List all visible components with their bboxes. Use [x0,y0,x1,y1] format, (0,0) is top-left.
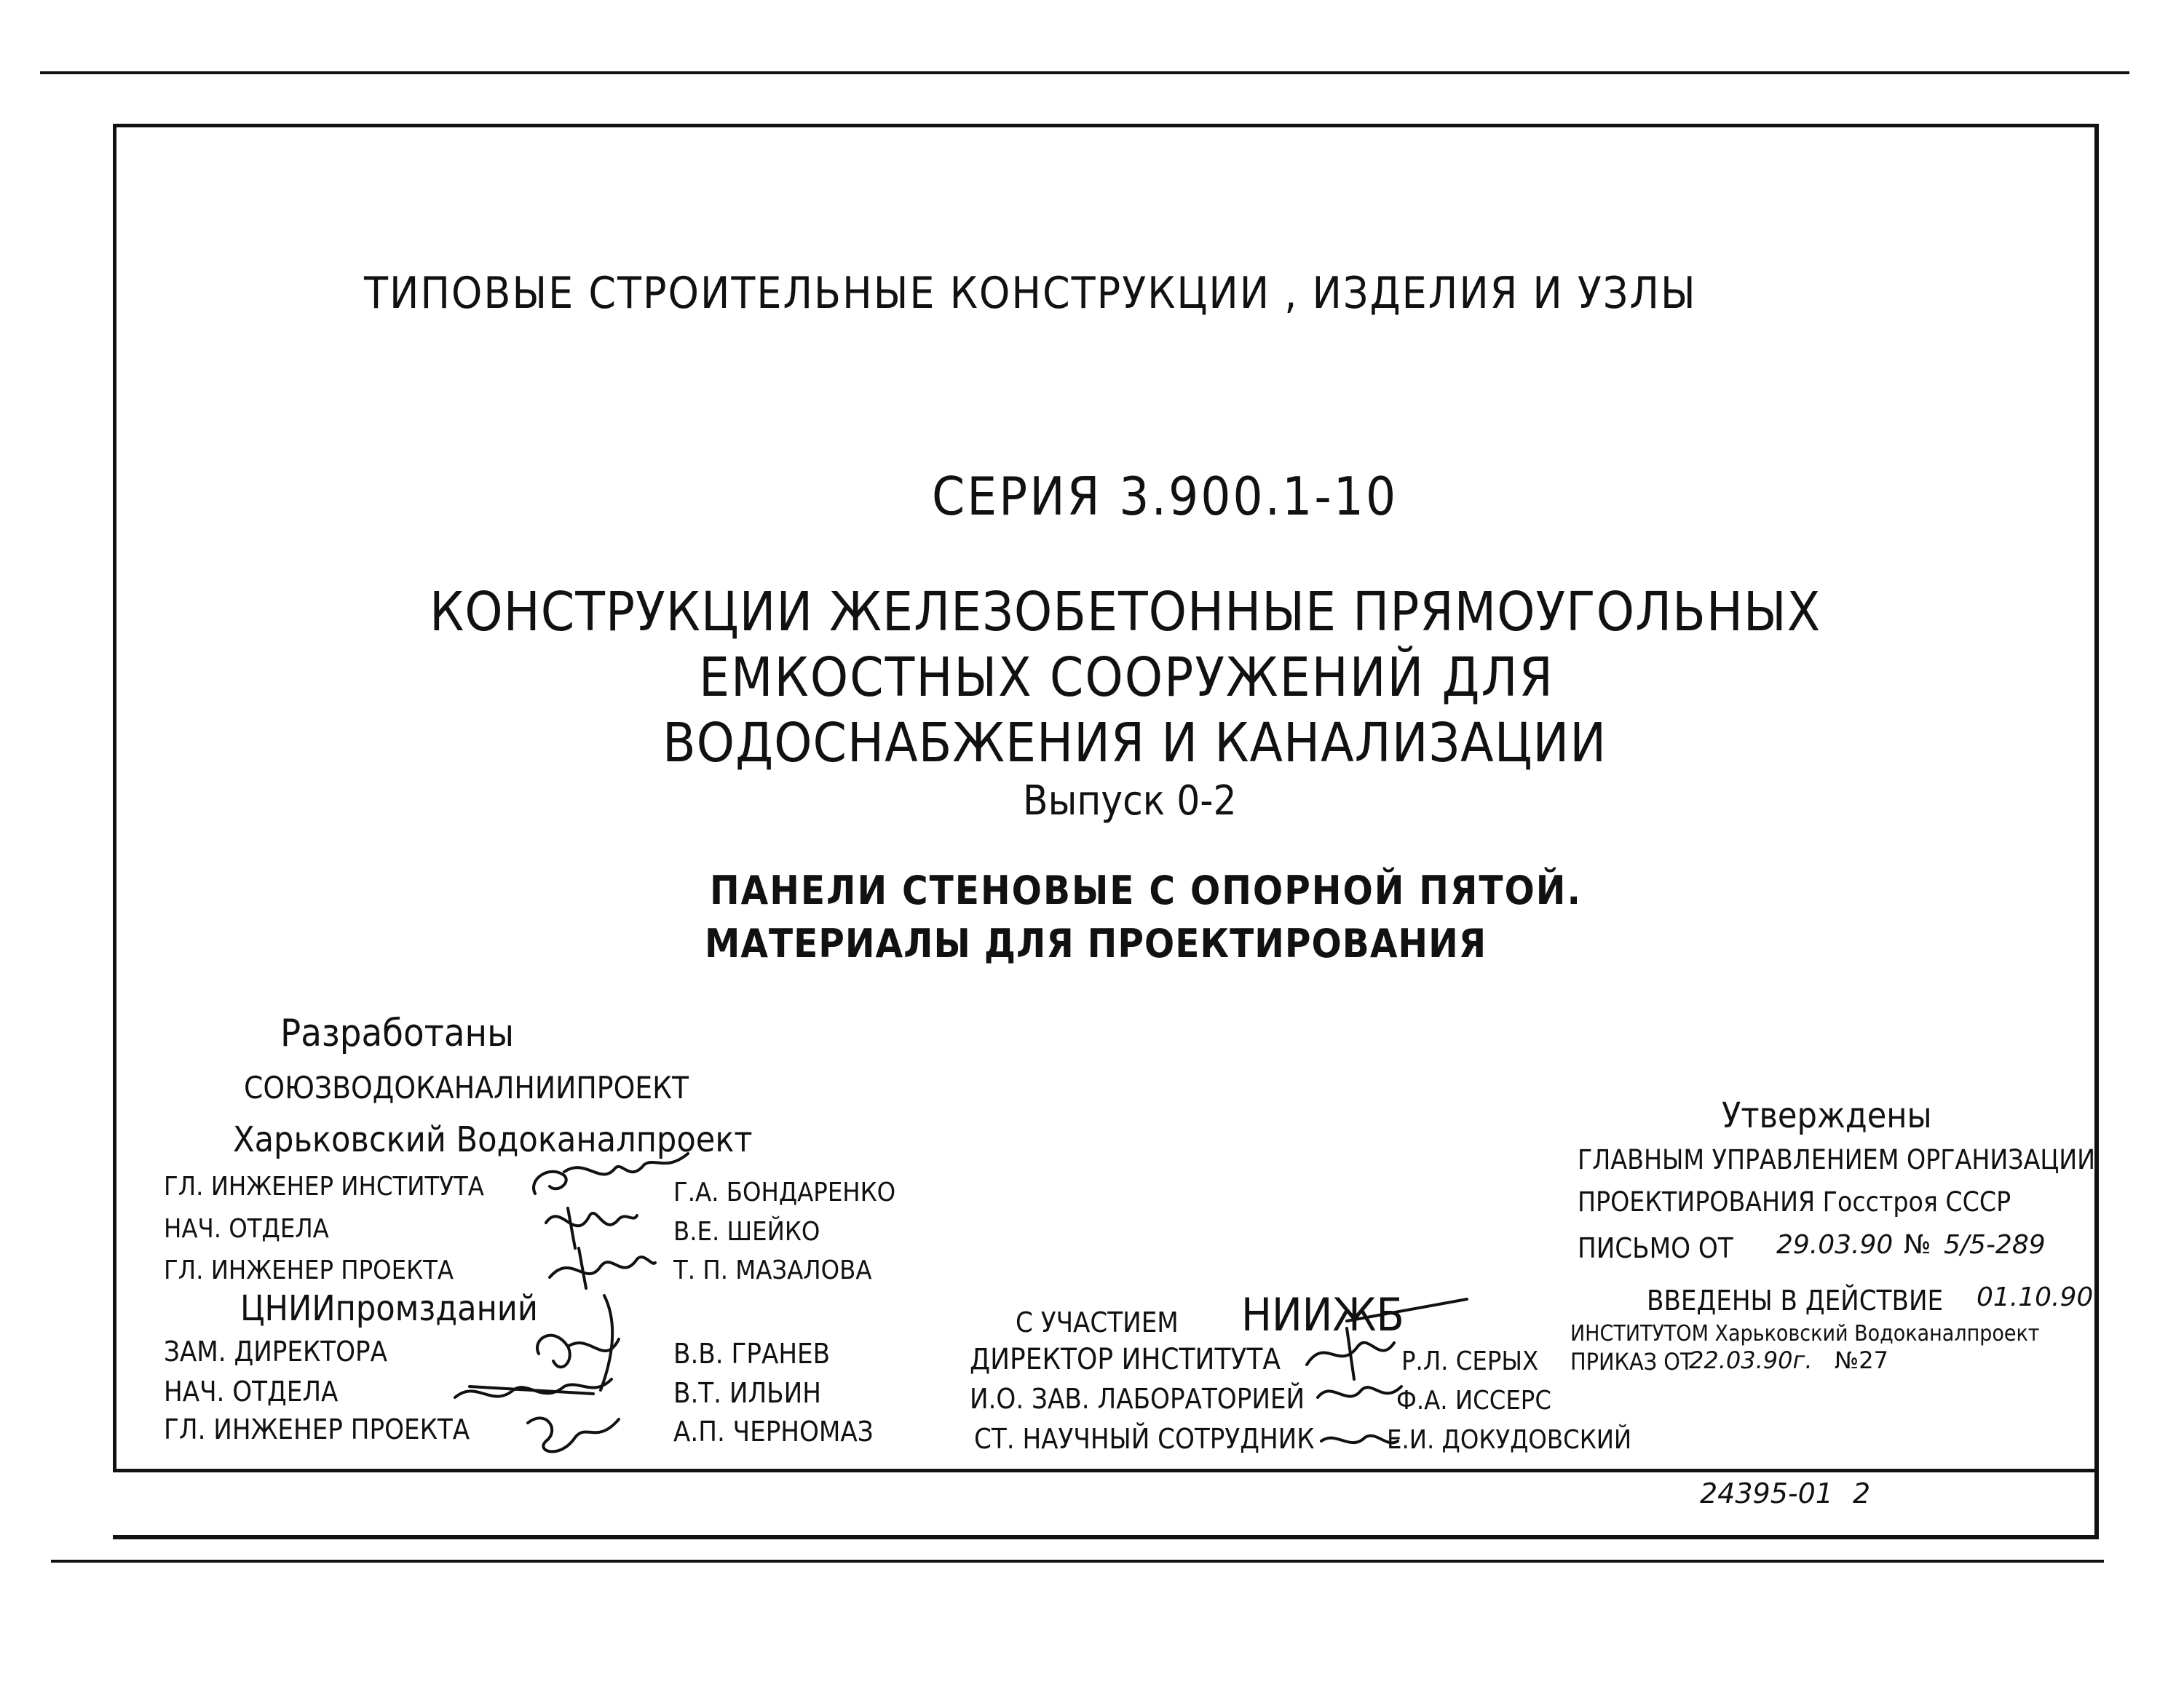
frame-shadow-right [2094,124,2099,1539]
participation-name-3: Е.И. ДОКУДОВСКИЙ [1387,1425,1632,1455]
enacted-by: ИНСТИТУТОМ Харьковский Водоканалпроект [1570,1321,2040,1346]
developed-role-1: ГЛ. ИНЖЕНЕР ИНСТИТУТА [164,1172,484,1202]
bottom-rule [51,1560,2104,1563]
participation-name-2: Ф.А. ИССЕРС [1396,1386,1551,1416]
header-line: ТИПОВЫЕ СТРОИТЕЛЬНЫЕ КОНСТРУКЦИИ , ИЗДЕЛИЯ И УЗЛЫ [364,268,1697,319]
participation-role-3: СТ. НАУЧНЫЙ СОТРУДНИК [974,1423,1315,1455]
developed-org-1: СОЮЗВОДОКАНАЛНИИПРОЕКТ [244,1070,689,1106]
participation-role-1: ДИРЕКТОР ИНСТИТУТА [970,1343,1281,1376]
developed-name-1: Г.А. БОНДАРЕНКО [673,1178,896,1207]
top-rule [40,71,2129,74]
approved-letter-date: 29.03.90 [1776,1230,1894,1260]
order-prefix: ПРИКАЗ ОТ [1570,1348,1693,1376]
developed-heading: Разработаны [280,1012,515,1055]
signature-9 [1310,1372,1405,1416]
page-number: 2 [1853,1477,1871,1510]
order-date: 22.03.90г. [1689,1346,1813,1374]
developed-name-4: В.В. ГРАНЕВ [673,1338,831,1370]
approved-letter-prefix: ПИСЬМО ОТ [1578,1232,1733,1264]
approved-letter-no: 5/5-289 [1944,1230,2046,1260]
enacted-label: ВВЕДЕНЫ В ДЕЙСТВИЕ [1647,1285,1944,1317]
approved-line-2: ПРОЕКТИРОВАНИЯ Госстроя СССР [1578,1186,2011,1218]
developed-name-6: А.П. ЧЕРНОМАЗ [673,1416,874,1448]
series-number: СЕРИЯ 3.900.1-10 [932,466,1398,527]
participation-org: НИИЖБ [1241,1288,1404,1341]
signature-6 [517,1401,626,1467]
developed-name-5: В.Т. ИЛЬИН [673,1377,821,1409]
issue-number: Выпуск 0-2 [1023,777,1237,825]
developed-org-3: ЦНИИпромзданий [240,1288,538,1329]
title-line-3: ВОДОСНАБЖЕНИЯ И КАНАЛИЗАЦИИ [662,712,1607,774]
developed-role-2: НАЧ. ОТДЕЛА [164,1214,329,1244]
participation-role-2: И.О. ЗАВ. ЛАБОРАТОРИЕЙ [970,1383,1305,1415]
developed-name-3: Т. П. МАЗАЛОВА [673,1255,872,1285]
approved-heading: Утверждены [1722,1095,1932,1136]
participation-label: С УЧАСТИЕМ [1016,1306,1179,1338]
approved-letter-no-label: № [1904,1230,1931,1260]
document-number: 24395-01 [1700,1477,1833,1510]
subtitle-line-2: МАТЕРИАЛЫ ДЛЯ ПРОЕКТИРОВАНИЯ [705,921,1487,967]
developed-name-2: В.Е. ШЕЙКО [673,1217,820,1247]
title-line-2: ЕМКОСТНЫХ СООРУЖЕНИЙ ДЛЯ [699,646,1554,709]
frame-shadow-bottom [113,1535,2099,1539]
signature-10 [1314,1423,1401,1459]
participation-name-1: Р.Л. СЕРЫХ [1401,1346,1539,1376]
developed-role-5: НАЧ. ОТДЕЛА [164,1376,339,1408]
developed-org-2: Харьковский Водоканалпроект [233,1119,753,1160]
developed-role-6: ГЛ. ИНЖЕНЕР ПРОЕКТА [164,1413,470,1445]
enacted-date: 01.10.90 [1977,1282,2094,1312]
title-line-1: КОНСТРУКЦИИ ЖЕЛЕЗОБЕТОННЫЕ ПРЯМОУГОЛЬНЫХ [430,581,1821,643]
developed-role-4: ЗАМ. ДИРЕКТОРА [164,1336,388,1368]
order-number: №27 [1835,1346,1888,1374]
developed-role-3: ГЛ. ИНЖЕНЕР ПРОЕКТА [164,1255,454,1285]
approved-line-1: ГЛАВНЫМ УПРАВЛЕНИЕМ ОРГАНИЗАЦИИ [1578,1144,2096,1175]
subtitle-line-1: ПАНЕЛИ СТЕНОВЫЕ С ОПОРНОЙ ПЯТОЙ. [710,868,1582,913]
